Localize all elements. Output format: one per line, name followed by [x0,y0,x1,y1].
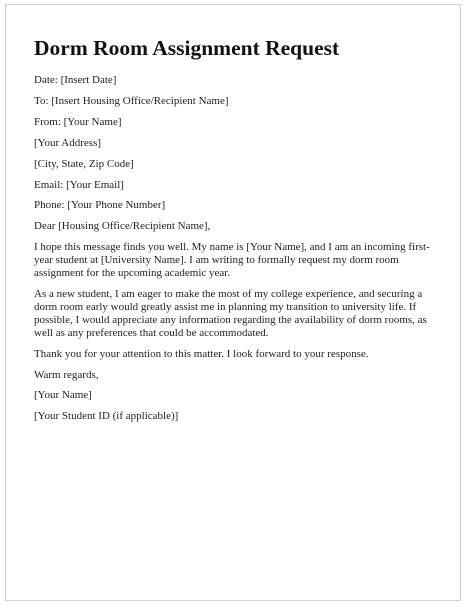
body-paragraph-2: As a new student, I am eager to make the most of my college experience, and securing a dorm room early would greatly assist me in planning my transition to university life. If possible, I would appreciate any information regarding the availability of dorm rooms, as well as any preferences that could be accommodated. [34,287,427,339]
from-line: From: [Your Name] [34,115,122,128]
email-line: Email: [Your Email] [34,178,124,191]
body-paragraph-3: Thank you for your attention to this matter. I look forward to your response. [34,347,369,360]
signature-name: [Your Name] [34,389,92,402]
address-line: [Your Address] [34,136,102,149]
city-line: [City, State, Zip Code] [34,157,134,170]
body-paragraph-1: I hope this message finds you well. My name is [Your Name], and I am an incoming first-year student at [University Name]. I am writing to formally request my dorm room assignment for the upcoming academic year. [34,241,430,280]
letter-content [34,35,436,431]
to-line: To: [Insert Housing Office/Recipient Name] [34,94,229,107]
date-line: Date: [Insert Date] [34,74,117,86]
letter-title: Dorm Room Assignment Request [34,36,340,60]
student-id-line: [Your Student ID (if applicable)] [34,410,179,423]
phone-line: Phone: [Your Phone Number] [34,199,166,212]
closing: Warm regards, [34,368,99,381]
salutation: Dear [Housing Office/Recipient Name], [34,220,211,233]
letter-page [5,4,461,601]
